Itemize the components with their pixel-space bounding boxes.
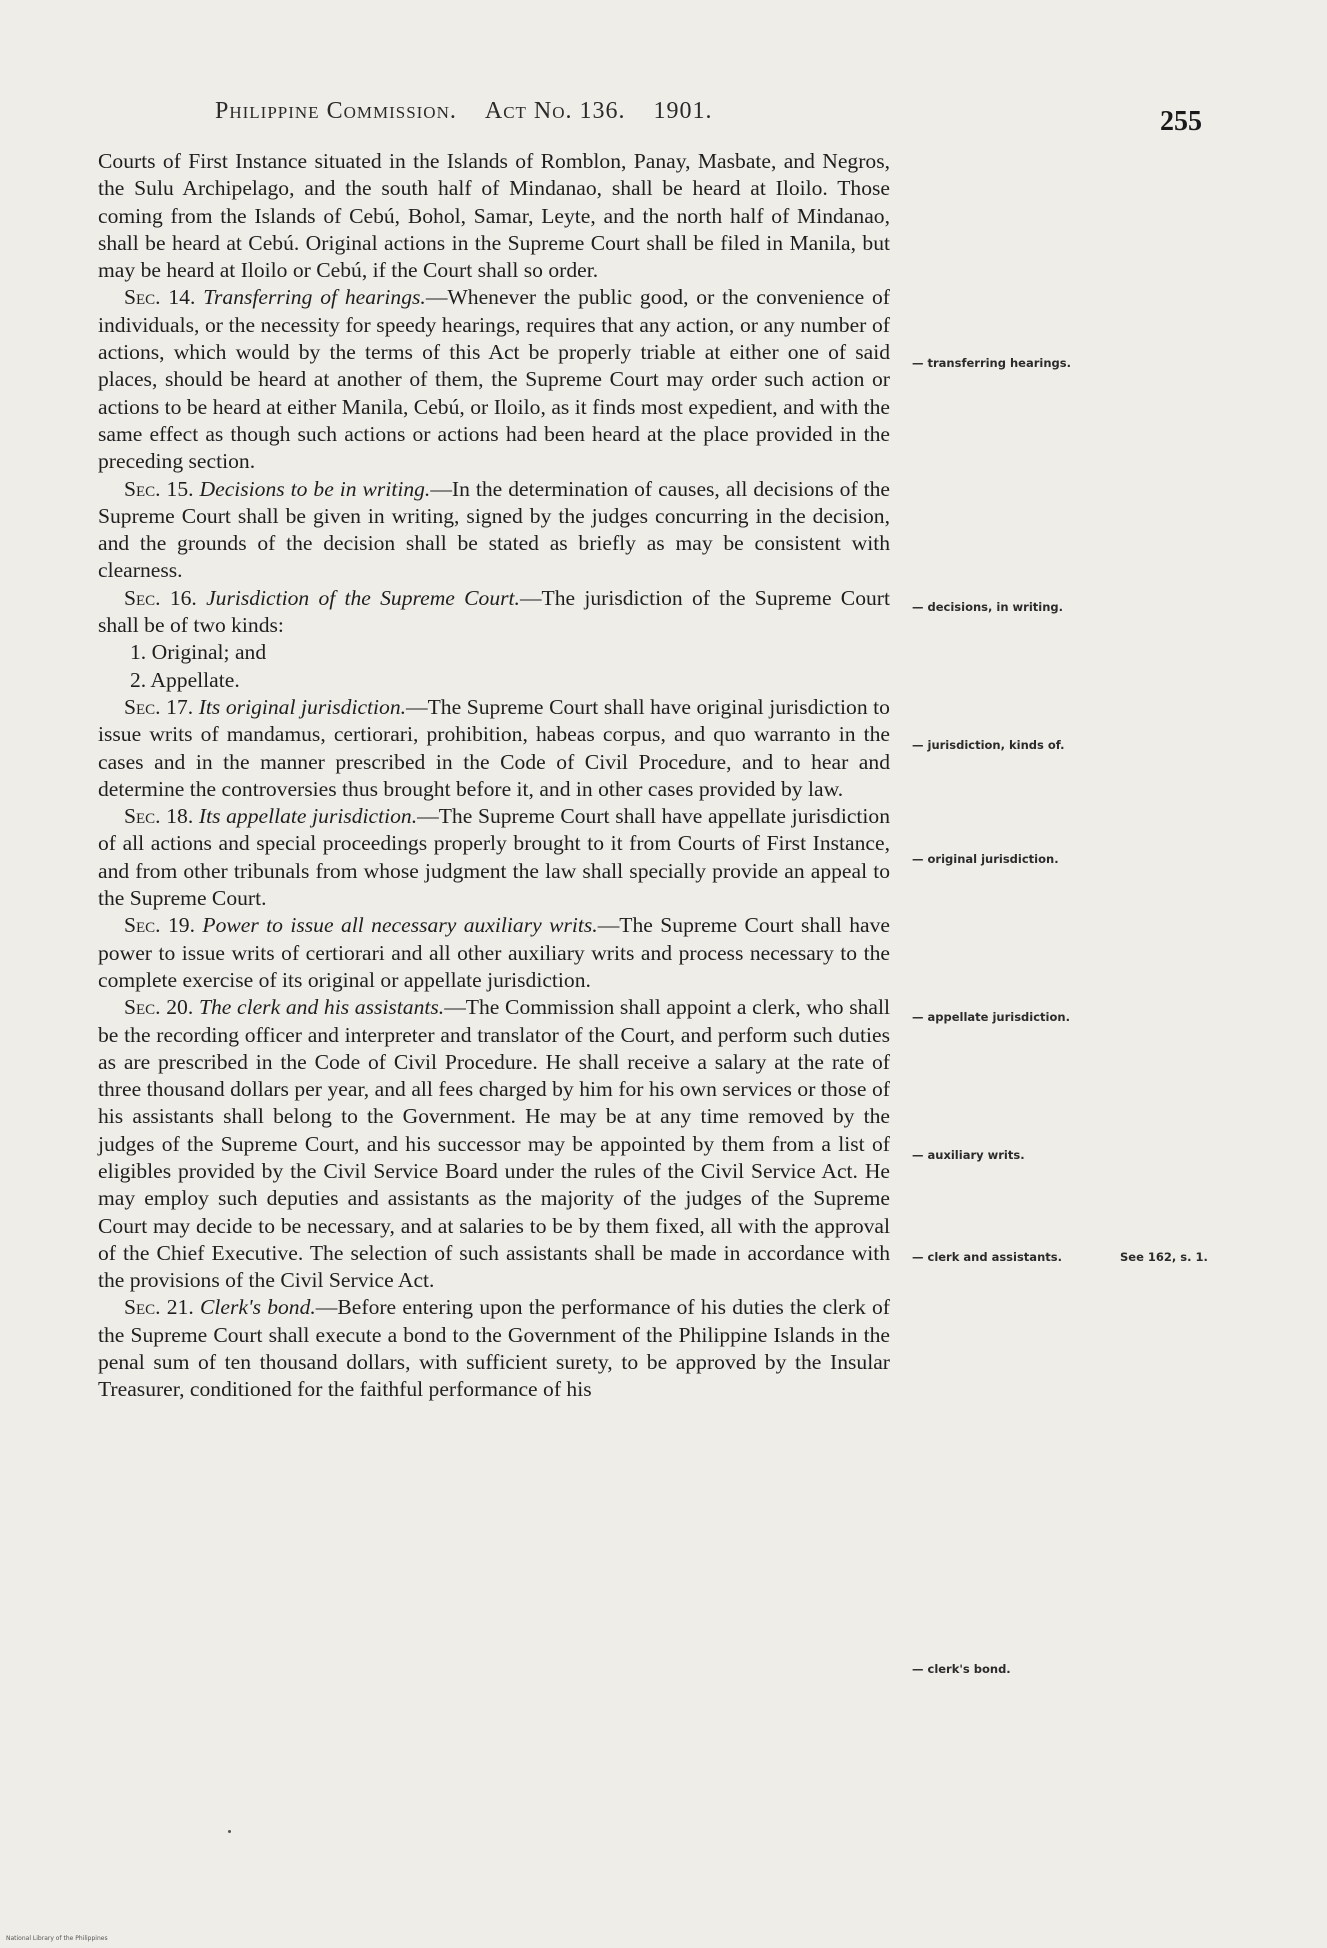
section-label: Sec. 14.	[124, 285, 196, 310]
margin-note: — transferring hearings.	[912, 356, 1071, 370]
section-heading: Its appellate jurisdiction.	[198, 804, 418, 829]
section-14	[98, 284, 890, 475]
section-heading: Its original jurisdiction.	[198, 694, 407, 719]
section-label: Sec. 18.	[124, 804, 194, 829]
running-head-title: Philippine Commission.	[215, 98, 457, 124]
ink-dot	[228, 1830, 231, 1833]
section-heading: Transferring of hearings.	[203, 285, 426, 310]
margin-note: — clerk's bond.	[912, 1662, 1011, 1676]
running-head-year: 1901.	[653, 98, 713, 124]
margin-note: — original jurisdiction.	[912, 852, 1059, 866]
margin-note: — jurisdiction, kinds of.	[912, 738, 1065, 752]
page-number: 255	[1160, 106, 1202, 137]
section-15	[98, 476, 890, 585]
running-head-act: Act No. 136.	[484, 98, 626, 124]
margin-note: — appellate jurisdiction.	[912, 1010, 1070, 1024]
section-text: —Before entering upon the performance of his duties the clerk of the Supreme Court shall execute a bond to the Government of the Philippine Islands in the penal sum of ten thousand dollars, with sufficient surety, to be approved by the Insular Treasurer, conditioned for the faithful performance of his	[98, 1295, 890, 1402]
section-19	[98, 912, 890, 994]
section-label: Sec. 21.	[124, 1295, 194, 1320]
cross-reference: See 162, s. 1.	[1120, 1250, 1208, 1264]
section-label: Sec. 19.	[124, 913, 195, 938]
margin-note: — auxiliary writs.	[912, 1148, 1025, 1162]
section-16	[98, 585, 890, 640]
section-text: —The Supreme Court shall have power to issue writs of certiorari and all other auxiliary writs and process necessary to the complete exercise of its original or appellate jurisdiction.	[98, 913, 890, 992]
section-text: —In the determination of causes, all decisions of the Supreme Court shall be given in writing, signed by the judges concurring in the decision, and the grounds of the decision shall be stated as briefly as may be consistent with clearness.	[98, 476, 891, 583]
section-text: —The Supreme Court shall have appellate jurisdiction of all actions and special proceedings properly brought to it from Courts of First Instance, and from other tribunals from whose judgment the law shall specially provide an appeal to the Supreme Court.	[98, 804, 890, 911]
footer-credit: National Library of the Philippines	[6, 1935, 108, 1942]
section-heading: Power to issue all necessary auxiliary writs.	[202, 913, 598, 938]
section-heading: Jurisdiction of the Supreme Court.	[206, 585, 520, 610]
margin-note: — clerk and assistants.	[912, 1250, 1062, 1264]
section-label: Sec. 15.	[124, 476, 194, 501]
list-item: 2. Appellate.	[130, 667, 240, 692]
paragraph-continuation: Courts of First Instance situated in the Islands of Romblon, Panay, Masbate, and Negros, the Sulu Archipelago, and the south half of Mindanao, shall be heard at Iloilo. Those coming from the Islands of Cebú, Bohol, Samar, Leyte, and the north half of Mindanao, shall be heard at Cebú. Original actions in the Supreme Court shall be filed in Manila, but may be heard at Iloilo or Cebú, if the Court shall so order.	[98, 149, 890, 283]
section-text: —The Supreme Court shall have original jurisdiction to issue writs of mandamus, certiorari, prohibition, habeas corpus, and quo warranto in the cases and in the manner prescribed in the Code of Civil Procedure, and to hear and determine the controversies thus brought before it, and in other cases provided by law.	[98, 694, 890, 801]
section-text: —The jurisdiction of the Supreme Court shall be of two kinds:	[98, 585, 890, 638]
section-18	[98, 803, 890, 912]
section-heading: Clerk's bond.	[200, 1295, 316, 1320]
section-17	[98, 694, 890, 803]
section-heading: The clerk and his assistants.	[198, 995, 445, 1020]
section-label: Sec. 16.	[124, 585, 197, 610]
section-20	[98, 994, 890, 1294]
section-label: Sec. 20.	[124, 995, 194, 1020]
section-label: Sec. 17.	[124, 694, 194, 719]
section-21	[98, 1294, 890, 1403]
section-text: —Whenever the public good, or the convenience of individuals, or the necessity for speedy hearings, requires that any action, or any number of actions, which would by the terms of this Act be properly triable at either one of said places, should be heard at another of them, the Supreme Court may order such action or actions to be heard at either Manila, Cebú, or Iloilo, as it finds most expedient, and with the same effect as though such actions or actions had been heard at the place provided in the preceding section.	[98, 285, 890, 474]
section-text: —The Commission shall appoint a clerk, who shall be the recording officer and interpreter and translator of the Court, and perform such duties as are prescribed in the Code of Civil Procedure. He shall receive a salary at the rate of three thousand dollars per year, and all fees charged by him for his own services or those of his assistants shall belong to the Government. He may be at any time removed by the judges of the Supreme Court, and his successor may be appointed by them from a list of eligibles provided by the Civil Service Board under the rules of the Civil Service Act. He may employ such deputies and assistants as the majority of the judges of the Supreme Court may decide to be necessary, and at salaries to be by them fixed, all with the approval of the Chief Executive. The selection of such assistants shall be made in accordance with the provisions of the Civil Service Act.	[98, 995, 890, 1293]
list-item: 1. Original; and	[130, 640, 267, 665]
running-head	[215, 98, 713, 125]
margin-note: — decisions, in writing.	[912, 600, 1063, 614]
section-heading: Decisions to be in writing.	[199, 476, 431, 501]
body-text	[98, 148, 890, 1404]
